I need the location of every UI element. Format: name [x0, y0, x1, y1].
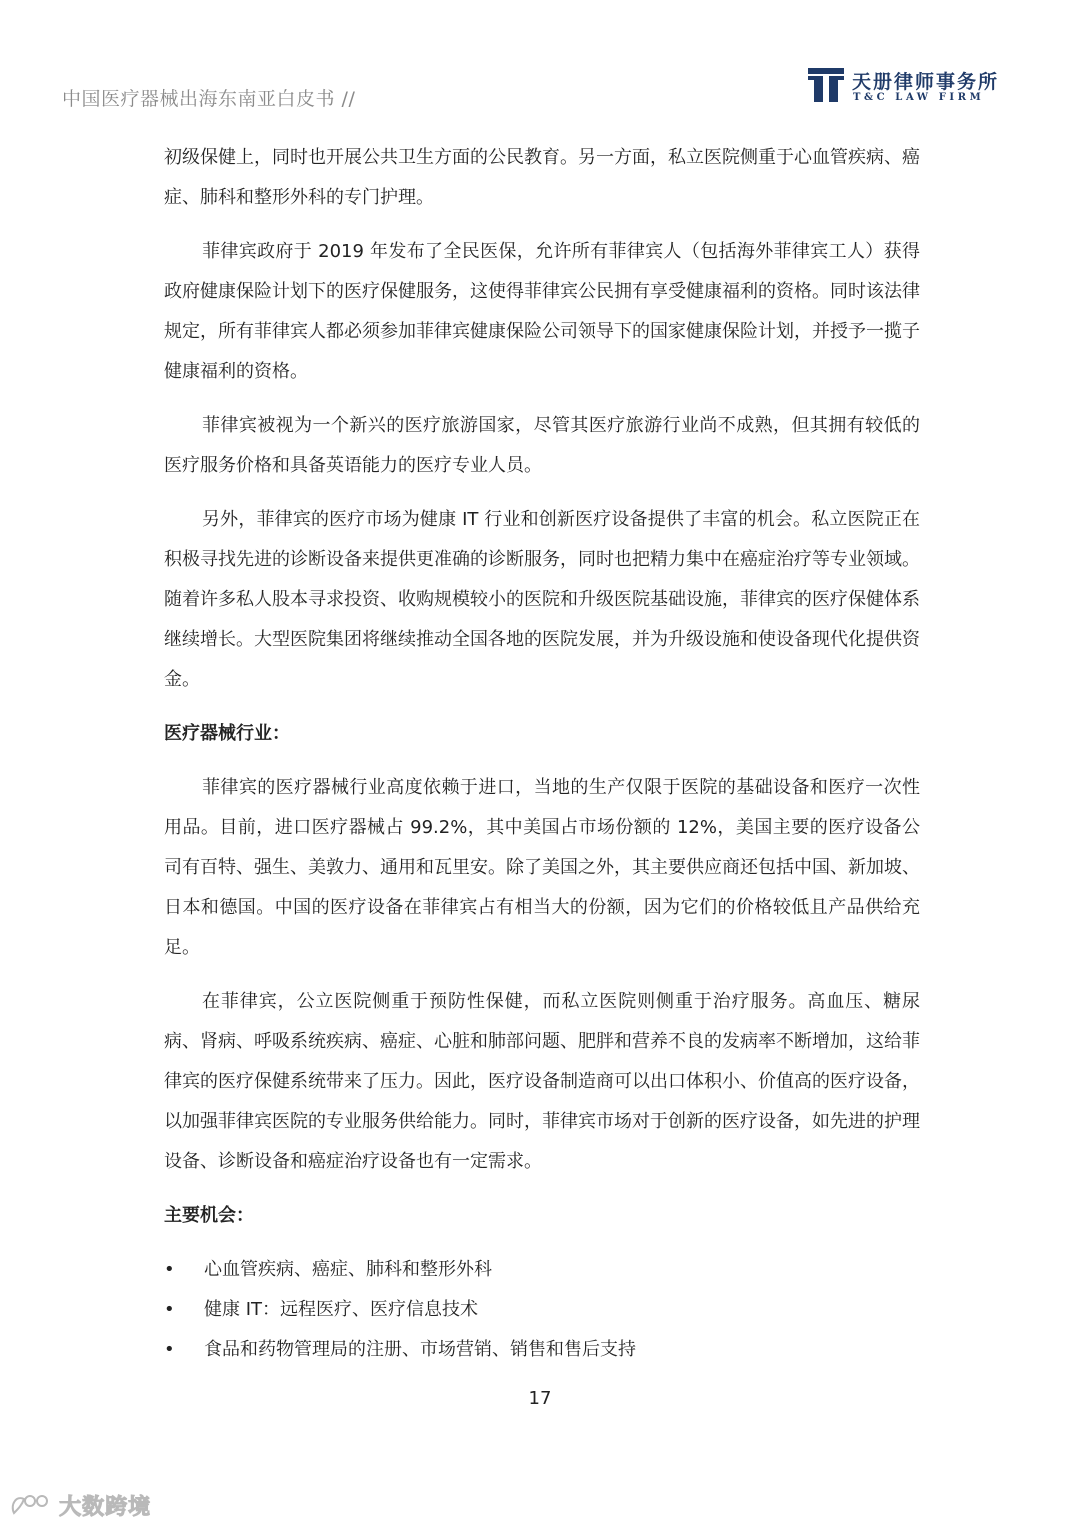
- paragraph-5: 菲律宾的医疗器械行业高度依赖于进口，当地的生产仅限于医院的基础设备和医疗一次性用品。目前，进口医疗器械占 99.2%，其中美国占市场份额的 12%，美国主要的医疗设备公司有百特、强生、美敦力、通用和瓦里安。除了美国之外，其主要供应商还包括中国、新加坡、日本和德国。中国的医疗设备在菲律宾占有相当大的份额，因为它们的价格较低且产品供给充足。: [164, 777, 920, 958]
- watermark-logo-icon: [8, 1491, 52, 1521]
- paragraph-2: 菲律宾政府于 2019 年发布了全民医保，允许所有菲律宾人（包括海外菲律宾工人）获得政府健康保险计划下的医疗保健服务，这使得菲律宾公民拥有享受健康福利的资格。同时该法律规定，所有菲律宾人都必须参加菲律宾健康保险公司领导下的国家健康保险计划，并授予一揽子健康福利的资格。: [164, 241, 920, 382]
- document-header-title: 中国医疗器械出海东南亚白皮书 //: [62, 88, 356, 110]
- list-item-text: 健康 IT：远程医疗、医疗信息技术: [204, 1299, 479, 1320]
- list-item: [164, 1290, 920, 1330]
- watermark: [8, 1490, 151, 1524]
- firm-name-chinese: 天册律师事务所: [852, 71, 1000, 93]
- section-heading-medical-devices: 医疗器械行业：: [164, 723, 290, 744]
- paragraph-4: 另外，菲律宾的医疗市场为健康 IT 行业和创新医疗设备提供了丰富的机会。私立医院正在积极寻找先进的诊断设备来提供更准确的诊断服务，同时也把精力集中在癌症治疗等专业领域。随着许多私人股本寻求投资、收购规模较小的医院和升级医院基础设施，菲律宾的医疗保健体系继续增长。大型医院集团将继续推动全国各地的医院发展，并为升级设施和使设备现代化提供资金。: [164, 509, 920, 690]
- list-item-text: 食品和药物管理局的注册、市场营销、销售和售后支持: [204, 1339, 636, 1360]
- paragraph-1: 初级保健上，同时也开展公共卫生方面的公民教育。另一方面，私立医院侧重于心血管疾病、癌症、肺科和整形外科的专门护理。: [164, 147, 920, 208]
- main-content: [164, 138, 920, 1370]
- list-item: [164, 1330, 920, 1370]
- bullet-icon: •: [164, 1299, 175, 1320]
- firm-logo-icon: [808, 68, 844, 104]
- section-heading-opportunities: 主要机会：: [164, 1205, 254, 1226]
- list-item-text: 心血管疾病、癌症、肺科和整形外科: [204, 1259, 492, 1280]
- firm-name-english: T&C LAW FIRM: [853, 92, 985, 103]
- watermark-text: 大数跨境: [59, 1495, 152, 1520]
- page-number: 17: [528, 1388, 552, 1409]
- list-item: [164, 1250, 920, 1290]
- paragraph-3: 菲律宾被视为一个新兴的医疗旅游国家，尽管其医疗旅游行业尚不成熟，但其拥有较低的医疗服务价格和具备英语能力的医疗专业人员。: [164, 415, 920, 476]
- paragraph-6: 在菲律宾，公立医院侧重于预防性保健，而私立医院则侧重于治疗服务。高血压、糖尿病、肾病、呼吸系统疾病、癌症、心脏和肺部问题、肥胖和营养不良的发病率不断增加，这给菲律宾的医疗保健系统带来了压力。因此，医疗设备制造商可以出口体积小、价值高的医疗设备，以加强菲律宾医院的专业服务供给能力。同时，菲律宾市场对于创新的医疗设备，如先进的护理设备、诊断设备和癌症治疗设备也有一定需求。: [164, 991, 920, 1172]
- bullet-icon: •: [164, 1339, 175, 1360]
- opportunities-list: [164, 1250, 920, 1370]
- bullet-icon: •: [164, 1259, 175, 1280]
